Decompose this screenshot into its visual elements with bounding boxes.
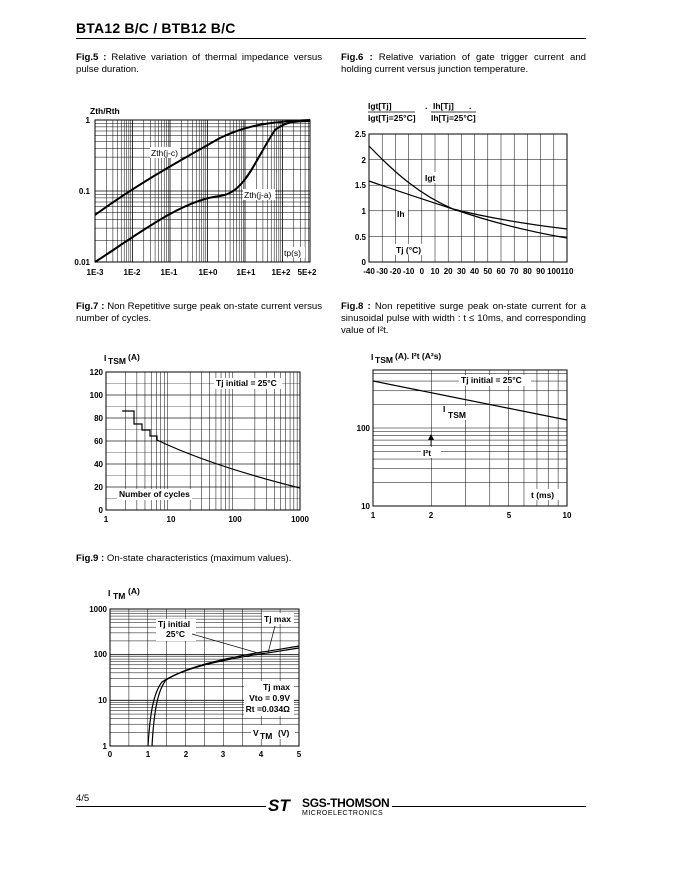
fig6-xtick: 0 bbox=[419, 267, 425, 276]
fig5-xtick-6: 1E+2 bbox=[271, 268, 291, 277]
fig9-ytick-1: 1000 bbox=[89, 605, 107, 614]
fig9-ytitle-sub: TM bbox=[113, 591, 126, 601]
fig9-xtick-3: 2 bbox=[183, 750, 189, 759]
fig9-ytick-2: 100 bbox=[93, 650, 107, 659]
fig6-ytick-2: 2 bbox=[361, 156, 366, 165]
fig9-xtick-2: 1 bbox=[145, 750, 151, 759]
fig9-arrow-tjmax bbox=[268, 626, 275, 653]
fig6-xtick: 60 bbox=[496, 267, 506, 276]
fig6-ytick-1: 2.5 bbox=[354, 130, 366, 139]
fig5-y-title: Zth/Rth bbox=[90, 106, 120, 116]
fig9-ytick-3: 10 bbox=[98, 696, 107, 705]
fig6-ytitle1-num: Igt[Tj] bbox=[368, 101, 392, 111]
fig7-ytitle-unit: (A) bbox=[128, 352, 140, 362]
fig6-xtick: 10 bbox=[430, 267, 440, 276]
fig8-x-unit: t (ms) bbox=[531, 490, 555, 500]
fig9-legend-2: Vto = 0.9V bbox=[249, 693, 290, 703]
fig9-caption-label: Fig.9 : bbox=[76, 553, 105, 564]
fig9-legend-1: Tj max bbox=[263, 682, 290, 692]
fig9-ytitle-main: I bbox=[108, 588, 111, 598]
header-rule bbox=[76, 38, 586, 39]
fig8-grid bbox=[373, 370, 567, 506]
fig6-ytitle2-num: Ih[Tj] bbox=[433, 101, 454, 111]
fig8-xtick-3: 5 bbox=[506, 511, 512, 520]
fig7-ytick-7: 0 bbox=[98, 506, 103, 515]
fig9-legend-3: Rt =0.034Ω bbox=[245, 704, 290, 714]
fig6-ytick-6: 0 bbox=[361, 258, 366, 267]
fig6-caption-label: Fig.6 : bbox=[341, 52, 373, 63]
fig9-label-tjinit-1: Tj initial bbox=[158, 619, 191, 629]
fig6-xtick: 30 bbox=[456, 267, 466, 276]
fig8-i2t-marker bbox=[428, 434, 434, 440]
fig9-xtick-4: 3 bbox=[220, 750, 226, 759]
fig7-caption bbox=[76, 301, 322, 325]
fig6-xtick: -10 bbox=[402, 267, 415, 276]
fig5-ytick-3: 0.01 bbox=[74, 258, 90, 267]
fig9-ytick-4: 1 bbox=[102, 742, 107, 751]
fig6-label-igt: Igt bbox=[425, 173, 436, 183]
fig6-ytitle1-den: Igt[Tj=25°C] bbox=[368, 113, 416, 123]
fig5-xtick-2: 1E-2 bbox=[123, 268, 141, 277]
fig7-curve bbox=[122, 411, 300, 488]
page-number: 4/5 bbox=[76, 793, 90, 804]
fig9-chart bbox=[70, 582, 330, 762]
fig5-ytick-1: 1 bbox=[85, 116, 90, 125]
fig7-x-unit: Number of cycles bbox=[119, 489, 190, 499]
fig5-caption-label: Fig.5 : bbox=[76, 52, 107, 63]
fig7-ytick-6: 20 bbox=[94, 483, 103, 492]
fig6-yticks bbox=[355, 130, 367, 267]
fig8-itsm-sub: TSM bbox=[448, 410, 466, 420]
fig8-ytick-1: 100 bbox=[356, 424, 370, 433]
footer-rule-right bbox=[392, 806, 586, 807]
fig6-xtick: 110 bbox=[560, 267, 574, 276]
fig9-xtitle-sub: TM bbox=[260, 731, 273, 741]
fig7-annotation: Tj initial = 25°C bbox=[216, 378, 277, 388]
fig9-xtick-6: 5 bbox=[296, 750, 302, 759]
fig5-x-unit: tp(s) bbox=[284, 248, 301, 258]
fig6-xtick: -40 bbox=[363, 267, 375, 276]
fig9-caption bbox=[76, 553, 376, 565]
fig5-xtick-4: 1E+0 bbox=[198, 268, 218, 277]
fig9-xtick-1: 0 bbox=[107, 750, 113, 759]
company-name: SGS-THOMSON bbox=[302, 796, 390, 810]
fig7-xtick-1: 1 bbox=[103, 515, 109, 524]
fig8-caption-label: Fig.8 : bbox=[341, 301, 371, 312]
fig8-ytitle-sub: TSM bbox=[375, 355, 393, 365]
fig7-xtick-2: 10 bbox=[166, 515, 176, 524]
fig8-label-i2t: I²t bbox=[423, 448, 432, 458]
fig8-xtick-1: 1 bbox=[370, 511, 376, 520]
footer-rule-left bbox=[76, 806, 266, 807]
st-logo-icon: ST bbox=[268, 796, 290, 815]
fig6-ytitle2-post: . bbox=[469, 101, 472, 111]
fig5-xtick-5: 1E+1 bbox=[236, 268, 256, 277]
fig5-label-zth-jc: Zth(j-c) bbox=[151, 148, 178, 158]
fig9-xtick-5: 4 bbox=[258, 750, 264, 759]
fig6-xticks bbox=[363, 267, 574, 276]
fig6-xtick: 50 bbox=[483, 267, 493, 276]
fig7-ytitle-main: I bbox=[104, 353, 107, 363]
company-subtitle: MICROELECTRONICS bbox=[302, 810, 384, 817]
fig6-caption bbox=[341, 52, 586, 76]
fig5-caption-text: Relative variation of thermal impedance versus pulse duration. bbox=[76, 52, 322, 75]
fig6-xtick: 100 bbox=[547, 267, 561, 276]
fig8-ytitle-rest: (A). I²t (A²s) bbox=[395, 351, 442, 361]
fig6-ytitle2-den: Ih[Tj=25°C] bbox=[431, 113, 476, 123]
fig9-arrow-tjinit bbox=[192, 634, 258, 653]
fig6-caption-text: Relative variation of gate trigger current and holding current versus junction temperature. bbox=[341, 52, 586, 75]
fig5-xtick-1: 1E-3 bbox=[86, 268, 104, 277]
fig6-chart bbox=[335, 98, 585, 278]
fig8-caption bbox=[341, 301, 586, 337]
fig8-xtick-4: 10 bbox=[562, 511, 572, 520]
fig6-ytick-3: 1.5 bbox=[354, 181, 366, 190]
fig5-caption bbox=[76, 52, 322, 76]
fig7-ytick-1: 120 bbox=[89, 368, 103, 377]
fig6-frame bbox=[369, 134, 567, 262]
fig6-xtick: 80 bbox=[522, 267, 532, 276]
fig6-xtick: 70 bbox=[509, 267, 519, 276]
fig8-frame bbox=[373, 370, 567, 506]
fig6-x-unit: Tj (°C) bbox=[396, 245, 422, 255]
fig7-ytick-3: 80 bbox=[94, 414, 103, 423]
fig6-xtick: 40 bbox=[470, 267, 480, 276]
fig9-caption-text: On-state characteristics (maximum values). bbox=[106, 553, 292, 564]
fig7-caption-label: Fig.7 : bbox=[76, 301, 105, 312]
fig7-ytick-5: 40 bbox=[94, 460, 103, 469]
fig7-xtick-3: 100 bbox=[228, 515, 242, 524]
fig6-ytick-5: 0.5 bbox=[354, 233, 366, 242]
fig8-caption-text: Non repetitive surge peak on-state current for a sinusoidal pulse with width : t ≤ 10ms, and corresponding value of I²t. bbox=[341, 301, 587, 336]
fig9-xtitle-main: V bbox=[253, 728, 259, 738]
fig7-ytick-2: 100 bbox=[89, 391, 103, 400]
fig6-ytitle2-pre: . bbox=[425, 101, 428, 111]
fig5-ytick-2: 0.1 bbox=[78, 187, 90, 196]
fig6-ytick-4: 1 bbox=[361, 207, 366, 216]
fig5-xtick-7: 5E+2 bbox=[297, 268, 317, 277]
fig6-xtick: -30 bbox=[376, 267, 388, 276]
fig7-ytitle-sub: TSM bbox=[108, 356, 126, 366]
fig6-xtick: -20 bbox=[389, 267, 402, 276]
fig7-ytick-4: 60 bbox=[94, 437, 103, 446]
fig7-caption-text: Non Repetitive surge peak on-state current versus number of cycles. bbox=[76, 301, 322, 324]
fig5-label-zth-ja: Zth(j-a) bbox=[244, 190, 272, 200]
fig9-ytitle-unit: (A) bbox=[128, 586, 140, 596]
fig8-annotation: Tj initial = 25°C bbox=[461, 375, 522, 385]
fig5-xtick-3: 1E-1 bbox=[160, 268, 178, 277]
fig6-xtick: 20 bbox=[443, 267, 453, 276]
fig5-chart bbox=[70, 100, 330, 285]
fig8-ytitle-main: I bbox=[371, 352, 374, 362]
fig6-curve-ih bbox=[369, 181, 567, 229]
fig6-label-ih: Ih bbox=[397, 209, 405, 219]
fig6-grid bbox=[369, 134, 567, 262]
fig9-xtitle-unit: (V) bbox=[278, 728, 290, 738]
fig9-label-tjmax: Tj max bbox=[264, 614, 291, 624]
fig8-ytick-2: 10 bbox=[361, 502, 370, 511]
fig9-label-tjinit-2: 25°C bbox=[166, 629, 185, 639]
fig6-xtick: 90 bbox=[536, 267, 546, 276]
fig7-chart bbox=[70, 348, 330, 528]
fig7-xtick-4: 1000 bbox=[291, 515, 309, 524]
fig8-itsm-main: I bbox=[443, 404, 446, 414]
fig8-chart bbox=[335, 348, 585, 528]
document-title: BTA12 B/C / BTB12 B/C bbox=[76, 20, 236, 36]
fig8-xtick-2: 2 bbox=[428, 511, 434, 520]
fig7-yticks bbox=[90, 368, 104, 515]
